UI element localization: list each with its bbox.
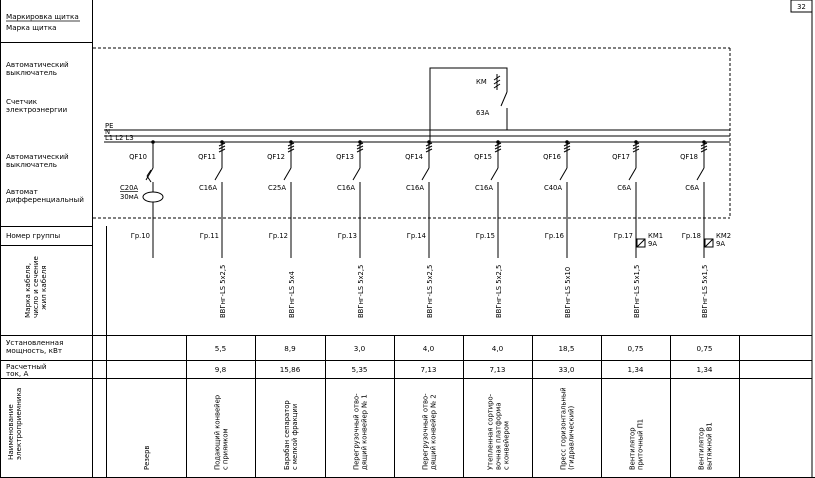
cable-label: ВВГнг-LS 5х10 — [564, 266, 572, 318]
current-value: 1,34 — [696, 365, 713, 374]
bus-junction — [634, 140, 638, 144]
label-consumer-1: Наименование — [6, 404, 15, 460]
bus-junction — [289, 140, 293, 144]
breaker-contact — [629, 168, 636, 180]
rcd-rating: C20A — [120, 184, 139, 192]
cable-label: ВВГнг-LS 5х2,5 — [357, 264, 365, 318]
consumer-label: Вентилятор — [697, 427, 706, 470]
breaker-rating: C16A — [336, 184, 355, 192]
label-consumer-2: электроприемника — [14, 387, 23, 460]
label-input-breaker-1: Автоматический — [6, 60, 69, 69]
consumer-label: дящий конвейер № 1 — [360, 394, 369, 470]
consumer-label: приточный П1 — [636, 418, 645, 470]
consumer-label: с мелкой фракции — [291, 403, 299, 470]
row-separators — [0, 43, 812, 379]
breaker-contact — [422, 168, 429, 180]
group-number: Гр.15 — [475, 232, 495, 240]
bus-n-label: N — [105, 128, 111, 136]
group-columns — [107, 140, 740, 478]
input-breaker-designation: КМ — [476, 78, 487, 86]
panel-enclosure — [93, 48, 730, 218]
power-value: 8,9 — [284, 344, 296, 353]
breaker-contact — [284, 168, 291, 180]
label-group-number: Номер группы — [6, 231, 61, 240]
label-panel-marking-1: Маркировка щитка — [6, 12, 79, 21]
power-value: 0,75 — [627, 344, 644, 353]
contactor-rating: 9А — [648, 240, 657, 248]
bus-phase-label: L1 L2 L3 — [105, 134, 134, 142]
cable-label: ВВГнг-LS 5х2,5 — [495, 264, 503, 318]
breaker-rating: C16A — [474, 184, 493, 192]
rcd-sensor — [143, 192, 163, 202]
bus-junction — [220, 140, 224, 144]
contactor-coil-mark — [705, 239, 713, 247]
breaker-label: QF18 — [680, 153, 698, 161]
consumer-label: Пресс горизонтальный — [559, 387, 568, 470]
bus-junction — [427, 140, 431, 144]
consumer-label: с конвейером — [502, 421, 511, 470]
contactor-label: КМ1 — [648, 232, 664, 240]
label-panel-marking-2: Марка щитка — [6, 23, 57, 32]
current-value: 7,13 — [420, 365, 437, 374]
label-cable-2: число и сечение — [31, 256, 40, 318]
label-cable-3: жил кабеля — [39, 265, 48, 310]
group-number: Гр.13 — [337, 232, 357, 240]
consumer-label: Резерв — [143, 445, 151, 470]
contactor-rating: 9А — [716, 240, 725, 248]
cable-label: ВВГнг-LS 5х1,5 — [633, 264, 641, 318]
breaker-contact — [146, 168, 153, 180]
current-value: 7,13 — [489, 365, 506, 374]
bus-pe-label: PE — [105, 122, 114, 130]
cable-label: ВВГнг-LS 5х2,5 — [219, 264, 227, 318]
power-value: 18,5 — [558, 344, 575, 353]
contactor-label: КМ2 — [716, 232, 732, 240]
power-value: 3,0 — [353, 344, 366, 353]
current-value: 15,86 — [279, 365, 301, 374]
breaker-label: QF11 — [198, 153, 216, 161]
contactor-coil-mark — [637, 239, 645, 247]
breaker-contact — [491, 168, 498, 180]
label-meter-2: электроэнергии — [6, 105, 68, 114]
cable-label: ВВГнг-LS 5х2,5 — [426, 264, 434, 318]
group-number: Гр.11 — [199, 232, 219, 240]
input-breaker-rating: 63А — [476, 109, 490, 117]
consumer-label: Утепленная сортиро- — [486, 393, 495, 470]
rcd-link — [147, 176, 151, 182]
breaker-contact — [215, 168, 222, 180]
group-number: Гр.17 — [613, 232, 633, 240]
power-value: 0,75 — [696, 344, 713, 353]
consumer-label: Перегрузочный отво- — [421, 393, 430, 470]
cable-label: ВВГнг-LS 5х4 — [288, 271, 296, 318]
breaker-label: QF16 — [543, 153, 561, 161]
consumer-label: с приямком — [221, 428, 230, 470]
consumer-label: Вентилятор — [628, 427, 637, 470]
label-power-2: мощность, кВт — [6, 346, 63, 355]
breaker-label: QF13 — [336, 153, 354, 161]
bus-junction — [702, 140, 706, 144]
rcd-leakage: 30мА — [120, 193, 139, 201]
label-rcd-2: дифференциальный — [6, 195, 84, 204]
bus-junction — [358, 140, 362, 144]
breaker-label: QF17 — [612, 153, 630, 161]
group-number: Гр.10 — [130, 232, 150, 240]
label-power-1: Установленная — [6, 338, 64, 347]
breaker-rating: C40A — [543, 184, 562, 192]
input-feeder — [430, 68, 507, 142]
consumer-label: Подающий конвейер — [213, 394, 222, 470]
bus-junction — [496, 140, 500, 144]
current-value: 9,8 — [214, 365, 227, 374]
bus-junction — [565, 140, 569, 144]
breaker-rating: C6A — [685, 184, 699, 192]
breaker-contact — [353, 168, 360, 180]
label-cable-1: Марка кабеля, — [23, 262, 32, 318]
consumer-label: вочная платформа — [494, 402, 503, 470]
cable-label: ВВГнг-LS 5х1,5 — [701, 264, 709, 318]
breaker-label: QF12 — [267, 153, 285, 161]
power-value: 4,0 — [422, 344, 435, 353]
sheet-number: 32 — [797, 3, 806, 11]
power-value: 5,5 — [214, 344, 227, 353]
group-number: Гр.14 — [406, 232, 426, 240]
breaker-label: QF15 — [474, 153, 492, 161]
breaker-contact — [697, 168, 704, 180]
label-current-2: ток, А — [6, 369, 29, 378]
label-meter-1: Счетчик — [6, 97, 38, 106]
group-number: Гр.12 — [268, 232, 288, 240]
sheet-number-box — [791, 0, 812, 12]
breaker-contact — [560, 168, 567, 180]
label-group-breaker-2: выключатель — [6, 160, 57, 169]
current-value: 33,0 — [558, 365, 575, 374]
current-value: 5,35 — [351, 365, 368, 374]
power-value: 4,0 — [491, 344, 504, 353]
breaker-rating: C6A — [617, 184, 631, 192]
breaker-rating: C16A — [405, 184, 424, 192]
breaker-rating: C16A — [198, 184, 217, 192]
consumer-label: дящий конвейер № 2 — [429, 394, 438, 470]
row-labels — [6, 12, 84, 460]
breaker-label: QF14 — [405, 153, 423, 161]
consumer-label: (гидравлический) — [567, 405, 576, 470]
label-group-breaker-1: Автоматический — [6, 152, 69, 161]
label-current-1: Расчетный — [6, 362, 47, 371]
group-number: Гр.16 — [544, 232, 564, 240]
label-input-breaker-2: выключатель — [6, 68, 57, 77]
bus-bars — [104, 130, 730, 142]
consumer-label: вытяжной В1 — [705, 422, 714, 470]
breaker-rating: C25A — [267, 184, 286, 192]
consumer-label: Перегрузочный отво- — [352, 393, 361, 470]
breaker-label: QF10 — [129, 153, 147, 161]
bus-junction — [151, 140, 155, 144]
label-rcd-1: Автомат — [6, 187, 38, 196]
consumer-label: Барабан сепаратор — [283, 400, 291, 470]
current-value: 1,34 — [627, 365, 644, 374]
group-number: Гр.18 — [681, 232, 701, 240]
